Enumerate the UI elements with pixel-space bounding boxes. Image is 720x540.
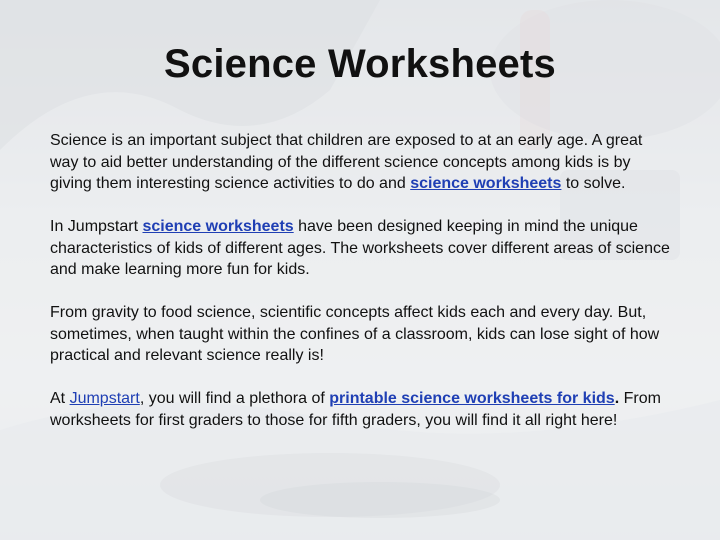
paragraph-4-period: . — [614, 390, 620, 407]
paragraph-4-text-d: From worksheets for first graders to those for fifth graders, you will find it all right here! — [50, 390, 661, 429]
jumpstart-link[interactable]: Jumpstart — [69, 390, 140, 407]
paragraph-2 — [50, 216, 670, 281]
paragraph-4-text-a: At — [50, 390, 70, 407]
slide-title: Science Worksheets — [164, 42, 556, 86]
paragraph-1-text-b: to solve. — [561, 175, 626, 192]
printable-science-worksheets-link[interactable]: printable science worksheets for kids — [329, 390, 615, 407]
paragraph-1-text-a: Science is an important subject that children are exposed to at an early age. A great way to aid better understanding of the different science concepts among kids is by giving them interesting science activities to do and — [50, 132, 643, 192]
science-worksheets-link-2[interactable]: science worksheets — [142, 218, 294, 235]
slide-body — [50, 130, 670, 453]
paragraph-1 — [50, 130, 670, 195]
science-worksheets-link-1[interactable]: science worksheets — [410, 175, 562, 192]
paragraph-2-text-b: have been designed keeping in mind the unique characteristics of kids of different ages. The worksheets cover different areas of science and make learning more fun for kids. — [50, 218, 670, 278]
paragraph-4 — [50, 388, 670, 431]
paragraph-4-text-b: , you will find a plethora of — [139, 390, 330, 407]
paragraph-2-text-a: In Jumpstart — [50, 218, 143, 235]
paragraph-3: From gravity to food science, scientific concepts affect kids each and every day. But, sometimes, when taught within the confines of a classroom, kids can lose sight of how practical and relevant science really is! — [50, 304, 660, 364]
